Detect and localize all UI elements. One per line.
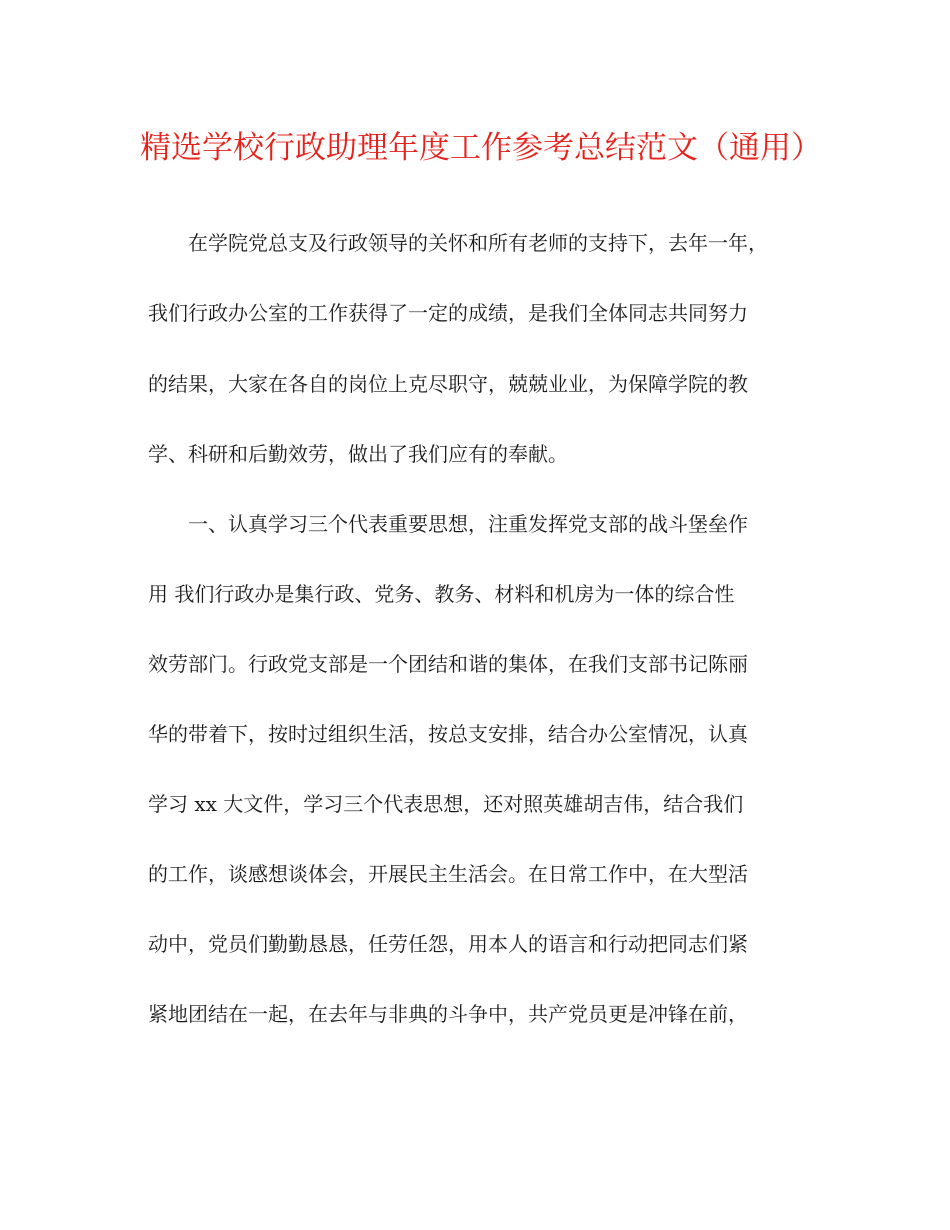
paragraph-line: 的结果，大家在各自的岗位上克尽职守，兢兢业业，为保障学院的教: [148, 372, 748, 396]
paragraph-line: 紧地团结在一起，在去年与非典的斗争中，共产党员更是冲锋在前，: [148, 1002, 748, 1026]
paragraph-line: 在学院党总支及行政领导的关怀和所有老师的支持下，去年一年，: [188, 231, 768, 255]
paragraph-line: 一、认真学习三个代表重要思想，注重发挥党支部的战斗堡垒作: [188, 512, 748, 536]
paragraph-line: 学、科研和后勤效劳，做出了我们应有的奉献。: [148, 442, 568, 466]
paragraph-line: 华的带着下，按时过组织生活，按总支安排，结合办公室情况，认真: [148, 722, 748, 746]
document-title: 精选学校行政助理年度工作参考总结范文（通用）: [140, 130, 822, 166]
paragraph-line: 我们行政办公室的工作获得了一定的成绩，是我们全体同志共同努力: [148, 301, 748, 325]
paragraph-line: 的工作，谈感想谈体会，开展民主生活会。在日常工作中，在大型活: [148, 862, 748, 886]
paragraph-line: 用 我们行政办是集行政、党务、教务、材料和机房为一体的综合性: [148, 582, 735, 606]
paragraph-line: 效劳部门。行政党支部是一个团结和谐的集体，在我们支部书记陈丽: [148, 652, 748, 676]
paragraph-line: 动中，党员们勤勤恳恳，任劳任怨，用本人的语言和行动把同志们紧: [148, 932, 748, 956]
paragraph-line: 学习 xx 大文件，学习三个代表思想，还对照英雄胡吉伟，结合我们: [148, 792, 744, 816]
